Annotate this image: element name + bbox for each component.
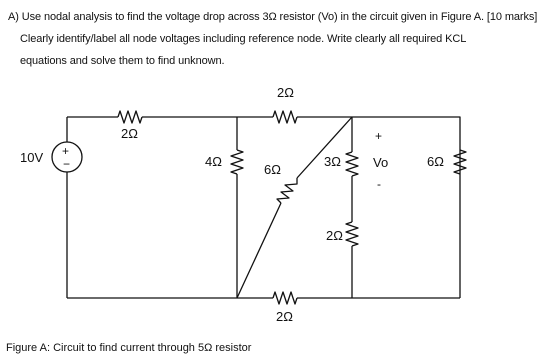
resistor-6ohm-right — [454, 150, 466, 174]
label-r-6ohm-right: 6Ω — [427, 154, 444, 169]
source-plus: + — [62, 144, 70, 158]
label-r-4ohm: 4Ω — [205, 154, 222, 169]
wire-6ohm-b — [237, 203, 281, 298]
resistor-bottom — [273, 292, 297, 304]
label-r-top-mid: 2Ω — [277, 85, 294, 100]
resistor-top-mid — [273, 111, 297, 123]
vo-minus: - — [377, 177, 381, 191]
figure-caption: Figure A: Circuit to find current through 5Ω resistor — [6, 342, 252, 354]
label-r-6ohm: 6Ω — [264, 162, 281, 177]
resistor-6ohm — [277, 178, 297, 203]
question-line-1: A) Use nodal analysis to find the voltage drop across 3Ω resistor (Vo) in the circuit given in Figure A. [10 marks] — [8, 11, 538, 23]
vo-plus: + — [375, 129, 383, 143]
question-line-2: Clearly identify/label all node voltages including reference node. Write clearly all required KCL — [20, 33, 467, 45]
question-line-3: equations and solve them to find unknown. — [20, 55, 225, 67]
label-r-2ohm-lower: 2Ω — [326, 228, 343, 243]
resistor-4ohm — [231, 150, 243, 174]
resistor-3ohm — [346, 152, 358, 176]
label-r-bottom: 2Ω — [276, 309, 293, 324]
source-minus: − — [63, 157, 71, 171]
vo-label: Vo — [373, 155, 389, 170]
wire-top-right — [352, 117, 460, 298]
resistor-top-left — [118, 111, 142, 123]
label-r-top-left: 2Ω — [121, 126, 138, 141]
resistor-2ohm-lower — [346, 222, 358, 246]
label-r-3ohm: 3Ω — [324, 154, 341, 169]
source-label: 10V — [20, 150, 44, 165]
